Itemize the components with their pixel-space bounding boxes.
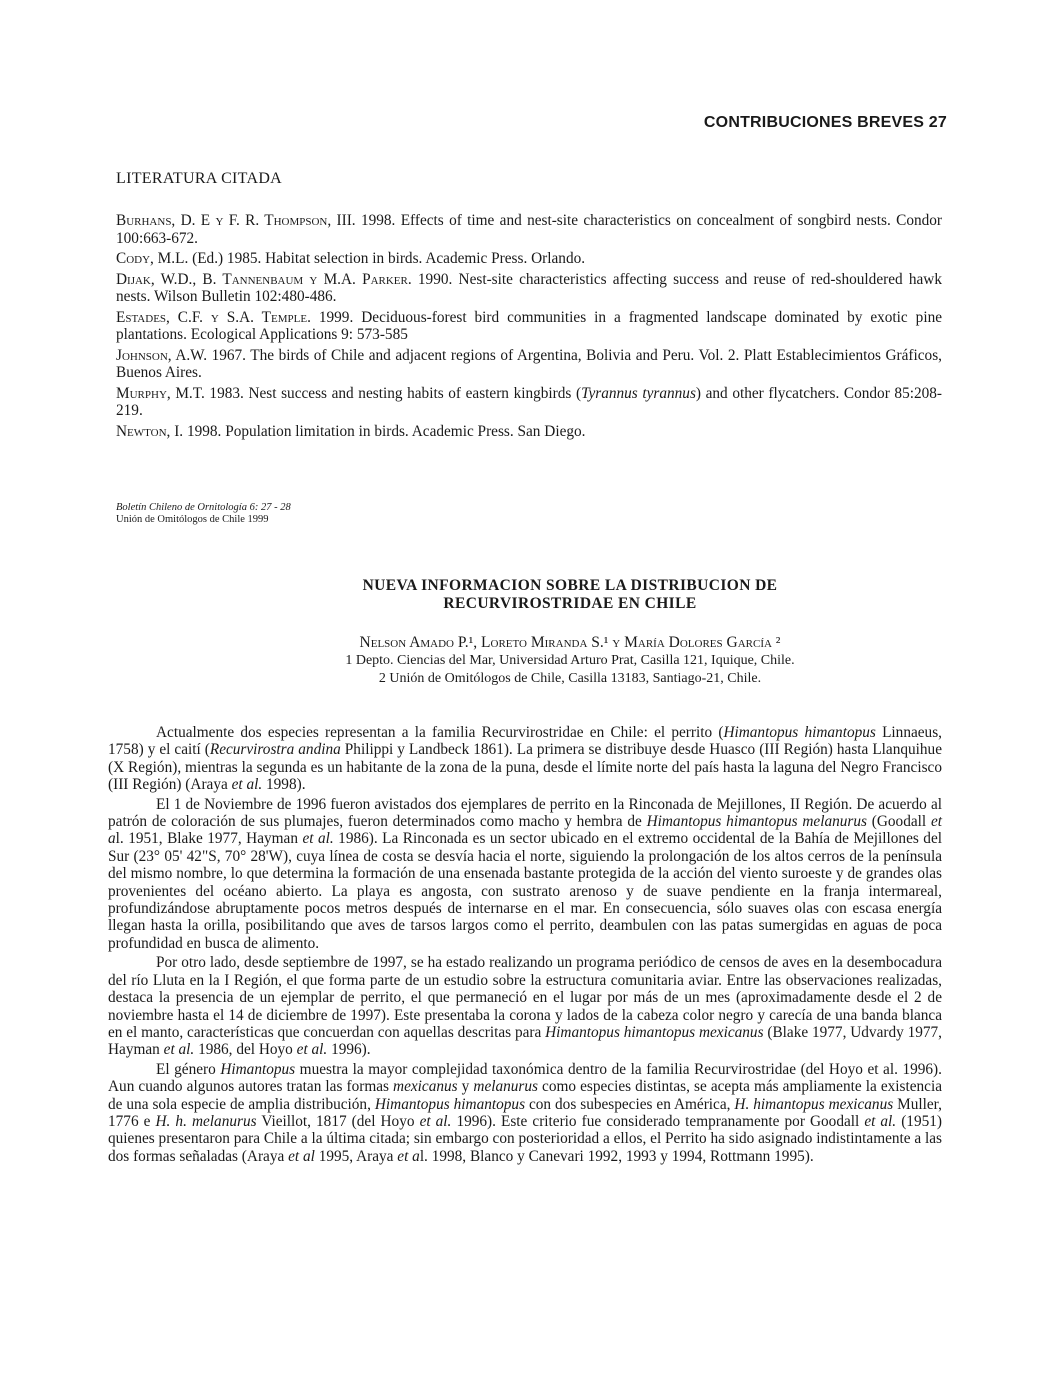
reference-text: 1990. Nest-site characteristics affecting success and reuse of red-shouldered hawk nests. Wilson Bulletin 102:480-486. xyxy=(116,270,942,305)
affiliation: 2 Unión de Omitólogos de Chile, Casilla 13183, Santiago-21, Chile. xyxy=(378,671,762,686)
reference-list xyxy=(116,212,942,443)
article-body xyxy=(108,724,942,1167)
article-title-line: NUEVA INFORMACION SOBRE LA DISTRIBUCION DE xyxy=(362,577,778,594)
body-paragraph xyxy=(108,1061,942,1165)
text-run: muestra la mayor complejidad taxonómica dentro de la familia Recurvirostridae (del Hoyo et al. 1996). Aun cuando algunos autores tratan las formas xyxy=(108,1060,942,1096)
reference-species: Tyrannus tyrannus xyxy=(581,384,696,402)
running-head: CONTRIBUCIONES BREVES 27 xyxy=(703,114,947,131)
text-run: 1986). La Rinconada es un sector ubicado en el extremo occidental de la Bahía de Mejillones del Sur (23° 05' 42"S, 70° 28'W), cuya línea de costa se desvía hacia el norte, siguiendo la prolongación de los altos cerros de la península del mismo nombre, lo que determina la formación de una ensenada bastante protegida de la acción del viento suroeste y de grandes olas provenientes del océano abierto. La playa es angosta, con sustrato arenoso y de suave pendiente en la franja intermareal, profundizándose abruptamente pocos metros después de internarse en el mar. En consecuencia, sólo suaves olas con escasa energía llegan hasta la orilla, posibilitando que aves de tarsos largos como el perrito, deambulen con las patas sumergidas en aguas de poca profundidad en busca de alimento. xyxy=(108,830,942,952)
text-run: 1996). xyxy=(327,1041,371,1059)
reference-item xyxy=(116,271,942,306)
text-run: con dos subespecies en América, xyxy=(525,1095,735,1113)
italic-term: et al. xyxy=(419,1112,452,1130)
body-paragraph xyxy=(108,724,942,794)
italic-term: Himantopus himantopus mexicanus xyxy=(545,1023,764,1041)
reference-text: 1983. Nest success and nesting habits of eastern kingbirds ( xyxy=(204,384,582,402)
italic-term: Recurvirostra andina xyxy=(209,741,341,759)
text-run: como especies distintas, se acepta más ampliamente la existencia de una sola especie de amplia distribución, xyxy=(108,1078,942,1113)
text-run: Philippi y Landbeck 1861). La primera se distribuye desde Huasco (III Región) hasta Llanquihue (X Región), mientras la segunda es un habitante de la zona de la puna, desde el límite norte del país hasta la laguna del Negro Francisco (III Región) (Araya xyxy=(108,741,942,794)
text-run: El género xyxy=(156,1060,221,1078)
text-run: (Blake 1977, Udvardy 1977, Hayman xyxy=(108,1023,942,1059)
section-title: LITERATURA CITADA xyxy=(116,170,283,187)
author-block xyxy=(200,634,940,688)
text-run: Por otro lado, desde septiembre de 1997, se ha estado realizando un programa periódico de censos de aves en la desembocadura del río Lluta en la I Región, el que forma parte de un estudio sobre la estructura comunitaria aviar. Entre las observaciones realizadas, destaca la presencia de un ejemplar de perrito, el que permaneció en el lugar por más de un mes (aproximadamente desde el 2 de noviembre hasta el 14 de diciembre de 1997). Este presentaba la corona y lados de la cabeza color negro y carecía de una banda blanca en el manto, características que concuerdan con aquellas descritas para xyxy=(108,954,942,1041)
reference-text: (Ed.) 1985. Habitat selection in birds. Academic Press. Orlando. xyxy=(188,250,586,267)
reference-item xyxy=(116,212,942,247)
reference-author: Dijak, W.D., B. Tannenbaum y M.A. Parker. xyxy=(116,270,412,288)
reference-item xyxy=(116,250,942,268)
text-run: Linnaeus, 1758) y el caití ( xyxy=(108,724,942,759)
author-names: Nelson Amado P.¹, Loreto Miranda S.¹ y María Dolores García ² xyxy=(359,634,781,651)
body-paragraph xyxy=(108,796,942,953)
italic-term: et al. xyxy=(231,776,263,794)
italic-term: et a xyxy=(397,1147,420,1165)
reference-text: 1998. Effects of time and nest-site characteristics on concealment of songbird nests. Condor 100:663-672. xyxy=(116,212,943,247)
italic-term: mexicanus xyxy=(393,1078,458,1096)
reference-item xyxy=(116,423,942,441)
bulletin-publisher: Unión de Omitólogos de Chile 1999 xyxy=(116,514,269,525)
reference-text: 1967. The birds of Chile and adjacent regions of Argentina, Bolivia and Peru. Vol. 2. Platt Establecimientos Gráficos, Buenos Aires. xyxy=(116,346,942,381)
text-run: l. 1998, Blanco y Canevari 1992, 1993 y 1994, Rottmann 1995). xyxy=(419,1147,814,1165)
text-run: Muller, 1776 e xyxy=(108,1095,942,1130)
reference-item xyxy=(116,309,942,344)
reference-author: Estades, C.F. y S.A. Temple. xyxy=(116,308,311,326)
article-title xyxy=(200,577,940,613)
italic-term: Himantopus himantopus melanurus xyxy=(646,813,867,831)
italic-term: et al. xyxy=(302,830,334,848)
reference-author: Newton, I. xyxy=(116,422,184,440)
body-paragraph xyxy=(108,954,942,1058)
italic-term: melanurus xyxy=(473,1078,538,1096)
text-run: 1998). xyxy=(262,776,306,794)
text-run: El 1 de Noviembre de 1996 fueron avistados dos ejemplares de perrito en la Rinconada de Mejillones, II Región. De acuerdo al patrón de coloración de sus plumajes, fueron determinados como macho y hembra de xyxy=(108,795,942,831)
text-run: Vieillot, 1817 (del Hoyo xyxy=(256,1112,420,1130)
text-run: Actualmente dos especies representan a la familia Recurvirostridae en Chile: el perrito ( xyxy=(156,724,724,741)
bulletin-info xyxy=(116,502,291,526)
reference-author: Burhans, D. E y F. R. Thompson, III. xyxy=(116,212,356,229)
reference-author: Cody, M.L. xyxy=(116,250,189,267)
reference-text: 1999. Deciduous-forest bird communities in a fragmented landscape dominated by exotic pine plantations. Ecological Applications 9: 573-585 xyxy=(116,308,943,343)
italic-term: et al. xyxy=(864,1112,897,1130)
reference-text: ) and other flycatchers. Condor 85:208-219. xyxy=(116,384,943,419)
article-title-line: RECURVIROSTRIDAE EN CHILE xyxy=(443,595,697,612)
italic-term: et al. xyxy=(296,1041,328,1059)
affiliation: 1 Depto. Ciencias del Mar, Universidad Arturo Prat, Casilla 121, Iquique, Chile. xyxy=(345,653,795,668)
text-run: (Goodall xyxy=(866,813,931,831)
text-run: l. 1951, Blake 1977, Hayman xyxy=(115,830,303,848)
text-run: y xyxy=(457,1078,474,1096)
italic-term: et al xyxy=(288,1147,315,1165)
italic-term: Himantopus xyxy=(220,1060,296,1078)
text-run: 1996). Este criterio fue considerado tempranamente por Goodall xyxy=(451,1112,865,1130)
reference-text: 1998. Population limitation in birds. Academic Press. San Diego. xyxy=(183,422,586,440)
text-run: 1986, del Hoyo xyxy=(194,1041,297,1059)
italic-term: H. h. melanurus xyxy=(155,1112,257,1130)
italic-term: et al. xyxy=(163,1041,195,1059)
italic-term: Himantopus himantopus xyxy=(374,1095,526,1113)
reference-item xyxy=(116,347,942,382)
text-run: 1995, Araya xyxy=(314,1147,398,1165)
italic-term: H. himantopus mexicanus xyxy=(734,1095,894,1113)
text-run: (1951) quienes presentaron para Chile a la última citada; sin embargo con posterioridad a ellos, el Perrito ha sido asignado indistintamente a las dos formas señaladas (Araya xyxy=(108,1112,943,1165)
reference-author: Murphy, M.T. xyxy=(116,384,205,402)
italic-term: Himantopus himantopus xyxy=(723,724,876,741)
reference-item xyxy=(116,385,942,420)
reference-author: Johnson, A.W. xyxy=(116,346,208,364)
italic-term: et a xyxy=(108,813,942,848)
bulletin-citation: Boletín Chileno de Ornitología 6: 27 - 28 xyxy=(116,502,291,513)
